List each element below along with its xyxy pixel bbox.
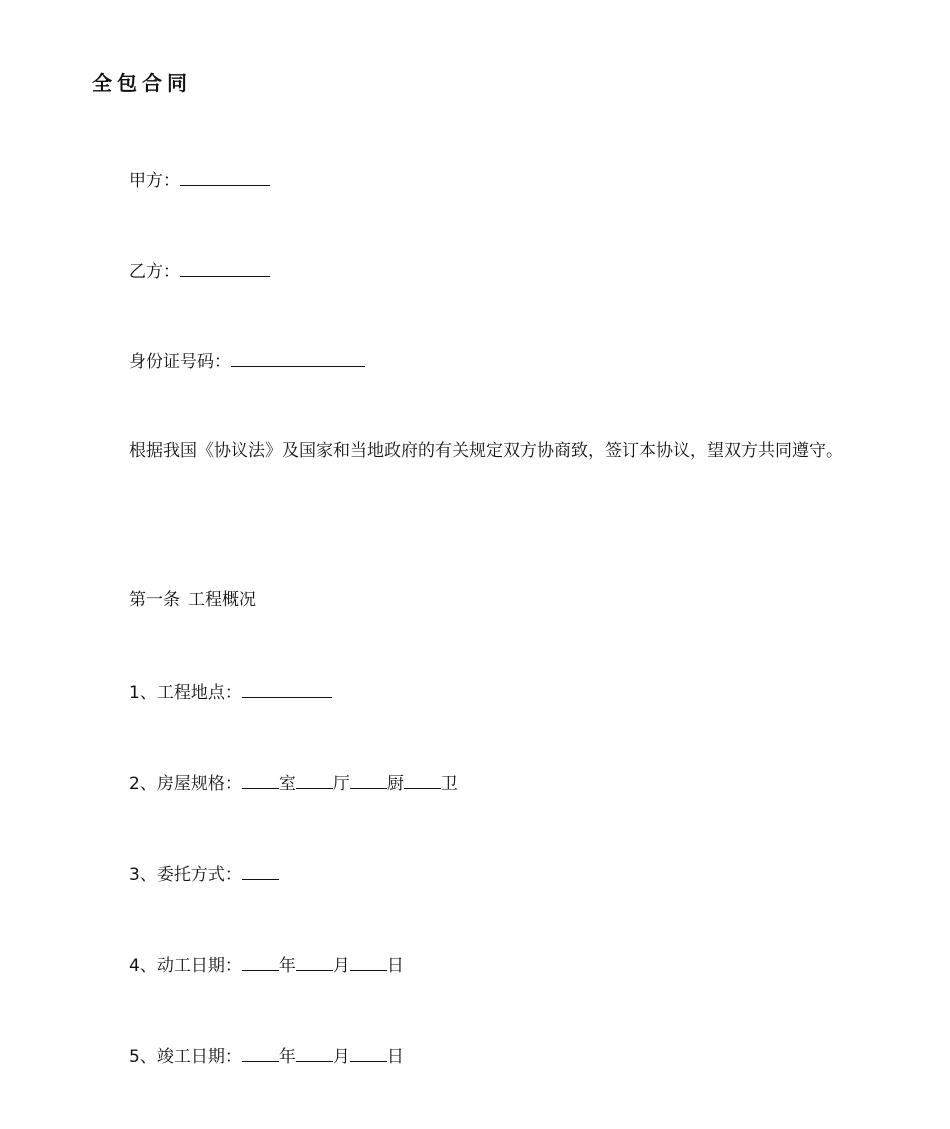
item-commission xyxy=(129,861,279,887)
preamble-paragraph: 根据我国《协议法》及国家和当地政府的有关规定双方协商致，签订本协议，望双方共同遵守。 xyxy=(129,441,843,461)
end-date-label: 5、竣工日期： xyxy=(129,1047,242,1067)
start-year-unit: 年 xyxy=(278,956,296,976)
end-year-blank[interactable] xyxy=(242,1043,279,1062)
commission-label: 3、委托方式： xyxy=(129,865,242,885)
party-a-label: 甲方： xyxy=(129,171,180,191)
party-b-label: 乙方： xyxy=(129,262,180,282)
end-month-unit: 月 xyxy=(332,1047,350,1067)
end-year-unit: 年 xyxy=(278,1047,296,1067)
end-month-blank[interactable] xyxy=(296,1043,333,1062)
id-number-label: 身份证号码： xyxy=(129,352,231,372)
bath-unit: 卫 xyxy=(440,774,458,794)
start-month-blank[interactable] xyxy=(296,952,333,971)
article-1-heading xyxy=(129,588,256,612)
item-layout xyxy=(129,770,458,796)
commission-blank[interactable] xyxy=(242,861,279,880)
start-date-label: 4、动工日期： xyxy=(129,956,242,976)
document-title: 全包合同 xyxy=(92,71,192,95)
party-a-line xyxy=(129,167,270,193)
kitchen-unit: 厨 xyxy=(386,774,404,794)
end-day-unit: 日 xyxy=(386,1047,404,1067)
item-end-date xyxy=(129,1043,404,1069)
location-blank[interactable] xyxy=(242,679,332,698)
room-unit: 室 xyxy=(278,774,296,794)
bath-count-blank[interactable] xyxy=(404,770,441,789)
room-count-blank[interactable] xyxy=(242,770,279,789)
start-day-blank[interactable] xyxy=(350,952,387,971)
hall-unit: 厅 xyxy=(332,774,350,794)
id-number-line xyxy=(129,348,365,374)
party-b-line xyxy=(129,258,270,284)
hall-count-blank[interactable] xyxy=(296,770,333,789)
layout-label: 2、房屋规格： xyxy=(129,774,242,794)
start-day-unit: 日 xyxy=(386,956,404,976)
start-year-blank[interactable] xyxy=(242,952,279,971)
location-label: 1、工程地点： xyxy=(129,683,242,703)
end-day-blank[interactable] xyxy=(350,1043,387,1062)
party-a-blank[interactable] xyxy=(180,167,270,186)
item-start-date xyxy=(129,952,404,978)
party-b-blank[interactable] xyxy=(180,258,270,277)
id-number-blank[interactable] xyxy=(231,348,365,367)
article-number: 第一条 xyxy=(129,590,180,610)
start-month-unit: 月 xyxy=(332,956,350,976)
item-location xyxy=(129,679,332,705)
article-heading: 工程概况 xyxy=(188,590,256,610)
kitchen-count-blank[interactable] xyxy=(350,770,387,789)
